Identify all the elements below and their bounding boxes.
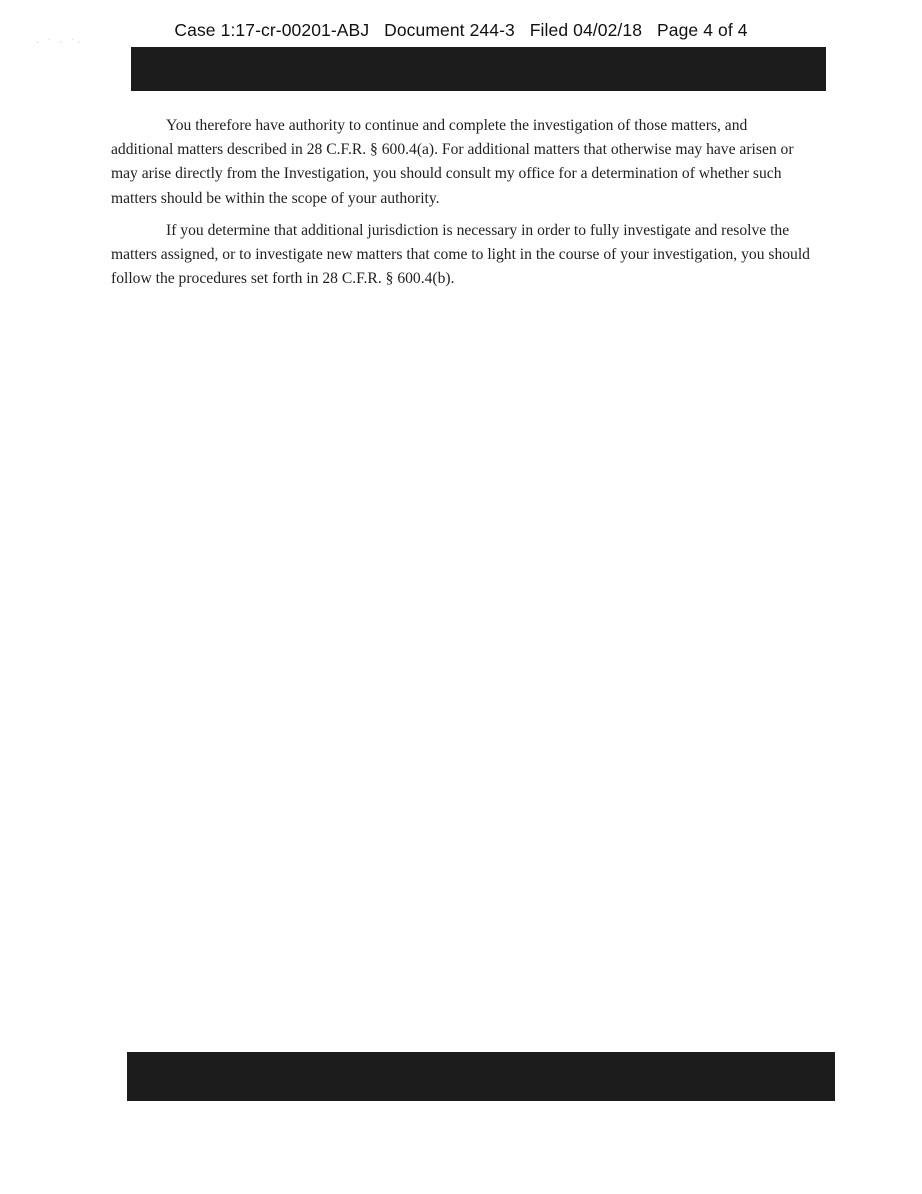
- paragraph-authority: You therefore have authority to continue and complete the investigation of those matters, and additional matters described in 28 C.F.R. § 600.4(a). For additional matters that otherwise may have arisen or may arise directly from the Investigation, you should consult my office for a determination of whether such matters should be within the scope of your authority.: [111, 117, 794, 207]
- letter-body: [111, 114, 811, 299]
- filed-date: Filed 04/02/18: [529, 20, 643, 40]
- redaction-bar-top: [131, 47, 826, 91]
- redaction-bar-bottom: [127, 1052, 835, 1101]
- page-number: Page 4 of 4: [656, 20, 748, 40]
- paragraph-additional-jurisdiction: If you determine that additional jurisdiction is necessary in order to fully investigate and resolve the matters assigned, or to investigate new matters that come to light in the course of your investigation, you should follow the procedures set forth in 28 C.F.R. § 600.4(b).: [111, 221, 810, 288]
- court-filing-header: [0, 20, 922, 41]
- scan-specks-decoration: · ˙ · ˙·: [36, 38, 84, 47]
- case-number: Case 1:17-cr-00201-ABJ: [174, 20, 370, 40]
- document-number: Document 244-3: [384, 20, 515, 40]
